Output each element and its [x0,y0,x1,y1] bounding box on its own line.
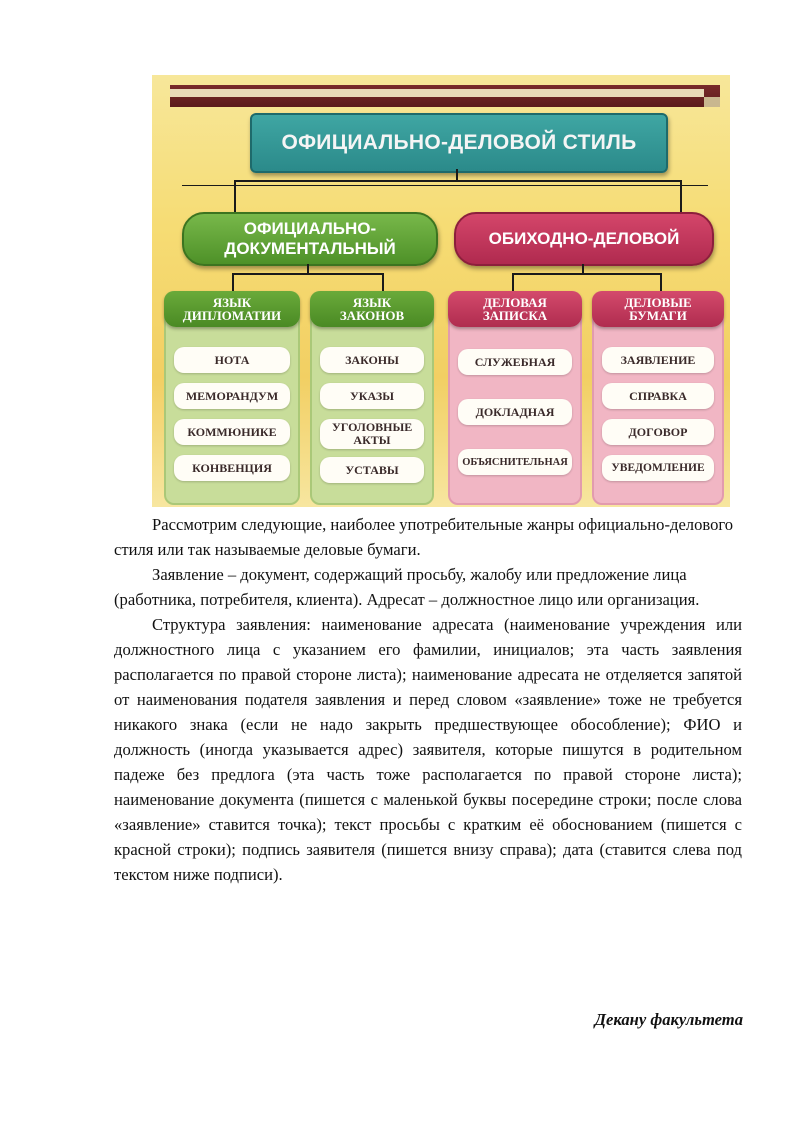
column-business-papers [592,291,724,505]
column-heading: ДЕЛОВАЯ ЗАПИСКА [448,291,582,327]
body-text [114,512,742,887]
connector-line [512,273,514,291]
list-item: КОНВЕНЦИЯ [174,455,290,481]
branch-label: ОФИЦИАЛЬНО-ДОКУМЕНТАЛЬНЫЙ [224,219,396,258]
list-item: КОММЮНИКЕ [174,419,290,445]
list-item: ДОГОВОР [602,419,714,445]
list-item: ДОКЛАДНАЯ [458,399,572,425]
column-business-note [448,291,582,505]
paragraph: Структура заявления: наименование адресата (наименование учреждения или должностного лица с указанием его фамилии, инициалов; эта часть заявления располагается по правой стороне листа); наименование адресата не отделяется запятой от наименования подателя заявления и перед словом «заявление» тоже не требуется никакого знака (если не надо закрыть предшествующее обособление); ФИО и должность (иногда указывается адрес) заявителя, которые пишутся в родительном падеже без предлога (эта часть тоже располагается по правой стороне листа); наименование документа (пишется с маленькой буквы посередине строки; после слова «заявление» ставится точка); текст просьбы с кратким её обоснованием (пишется с красной строки); подпись заявителя (пишется внизу справа); дата (ставится слева под текстом ниже подписи). [114,615,742,884]
list-item: УВЕДОМЛЕНИЕ [602,455,714,481]
list-item: ОБЪЯСНИТЕЛЬНАЯ [458,449,572,475]
list-item: УСТАВЫ [320,457,424,483]
list-item: ЗАКОНЫ [320,347,424,373]
connector-line [232,273,384,275]
column-heading: ЯЗЫК ЗАКОНОВ [310,291,434,327]
column-heading: ДЕЛОВЫЕ БУМАГИ [592,291,724,327]
branch-label: ОБИХОДНО-ДЕЛОВОЙ [488,229,680,248]
paragraph: Рассмотрим следующие, наиболее употребительные жанры официально-делового стиля или так называемые деловые бумаги. [114,515,734,559]
branch-official-documentary [182,212,438,266]
list-item: УГОЛОВНЫЕ АКТЫ [320,419,424,449]
connector-line [680,180,682,212]
list-item: МЕМОРАНДУМ [174,383,290,409]
signature-line: Декану факультета [594,1010,743,1029]
list-item: СЛУЖЕБНАЯ [458,349,572,375]
list-item: ЗАЯВЛЕНИЕ [602,347,714,373]
list-item: НОТА [174,347,290,373]
column-diplomacy [164,291,300,505]
decorative-stripe [170,89,704,97]
connector-line [382,273,384,291]
diagram-title: ОФИЦИАЛЬНО-ДЕЛОВОЙ СТИЛЬ [250,113,668,173]
column-laws [310,291,434,505]
list-item: СПРАВКА [602,383,714,409]
connector-line [182,185,708,186]
column-heading: ЯЗЫК ДИПЛОМАТИИ [164,291,300,327]
paragraph: Заявление – документ, содержащий просьбу, жалобу или предложение лица (работника, потребителя, клиента). Адресат – должностное лицо или организация. [114,565,700,609]
style-diagram [152,75,730,507]
connector-line [234,180,682,182]
connector-line [234,180,236,212]
branch-everyday-business [454,212,714,266]
connector-line [660,273,662,291]
connector-line [232,273,234,291]
decorative-square [704,97,720,107]
list-item: УКАЗЫ [320,383,424,409]
connector-line [512,273,662,275]
